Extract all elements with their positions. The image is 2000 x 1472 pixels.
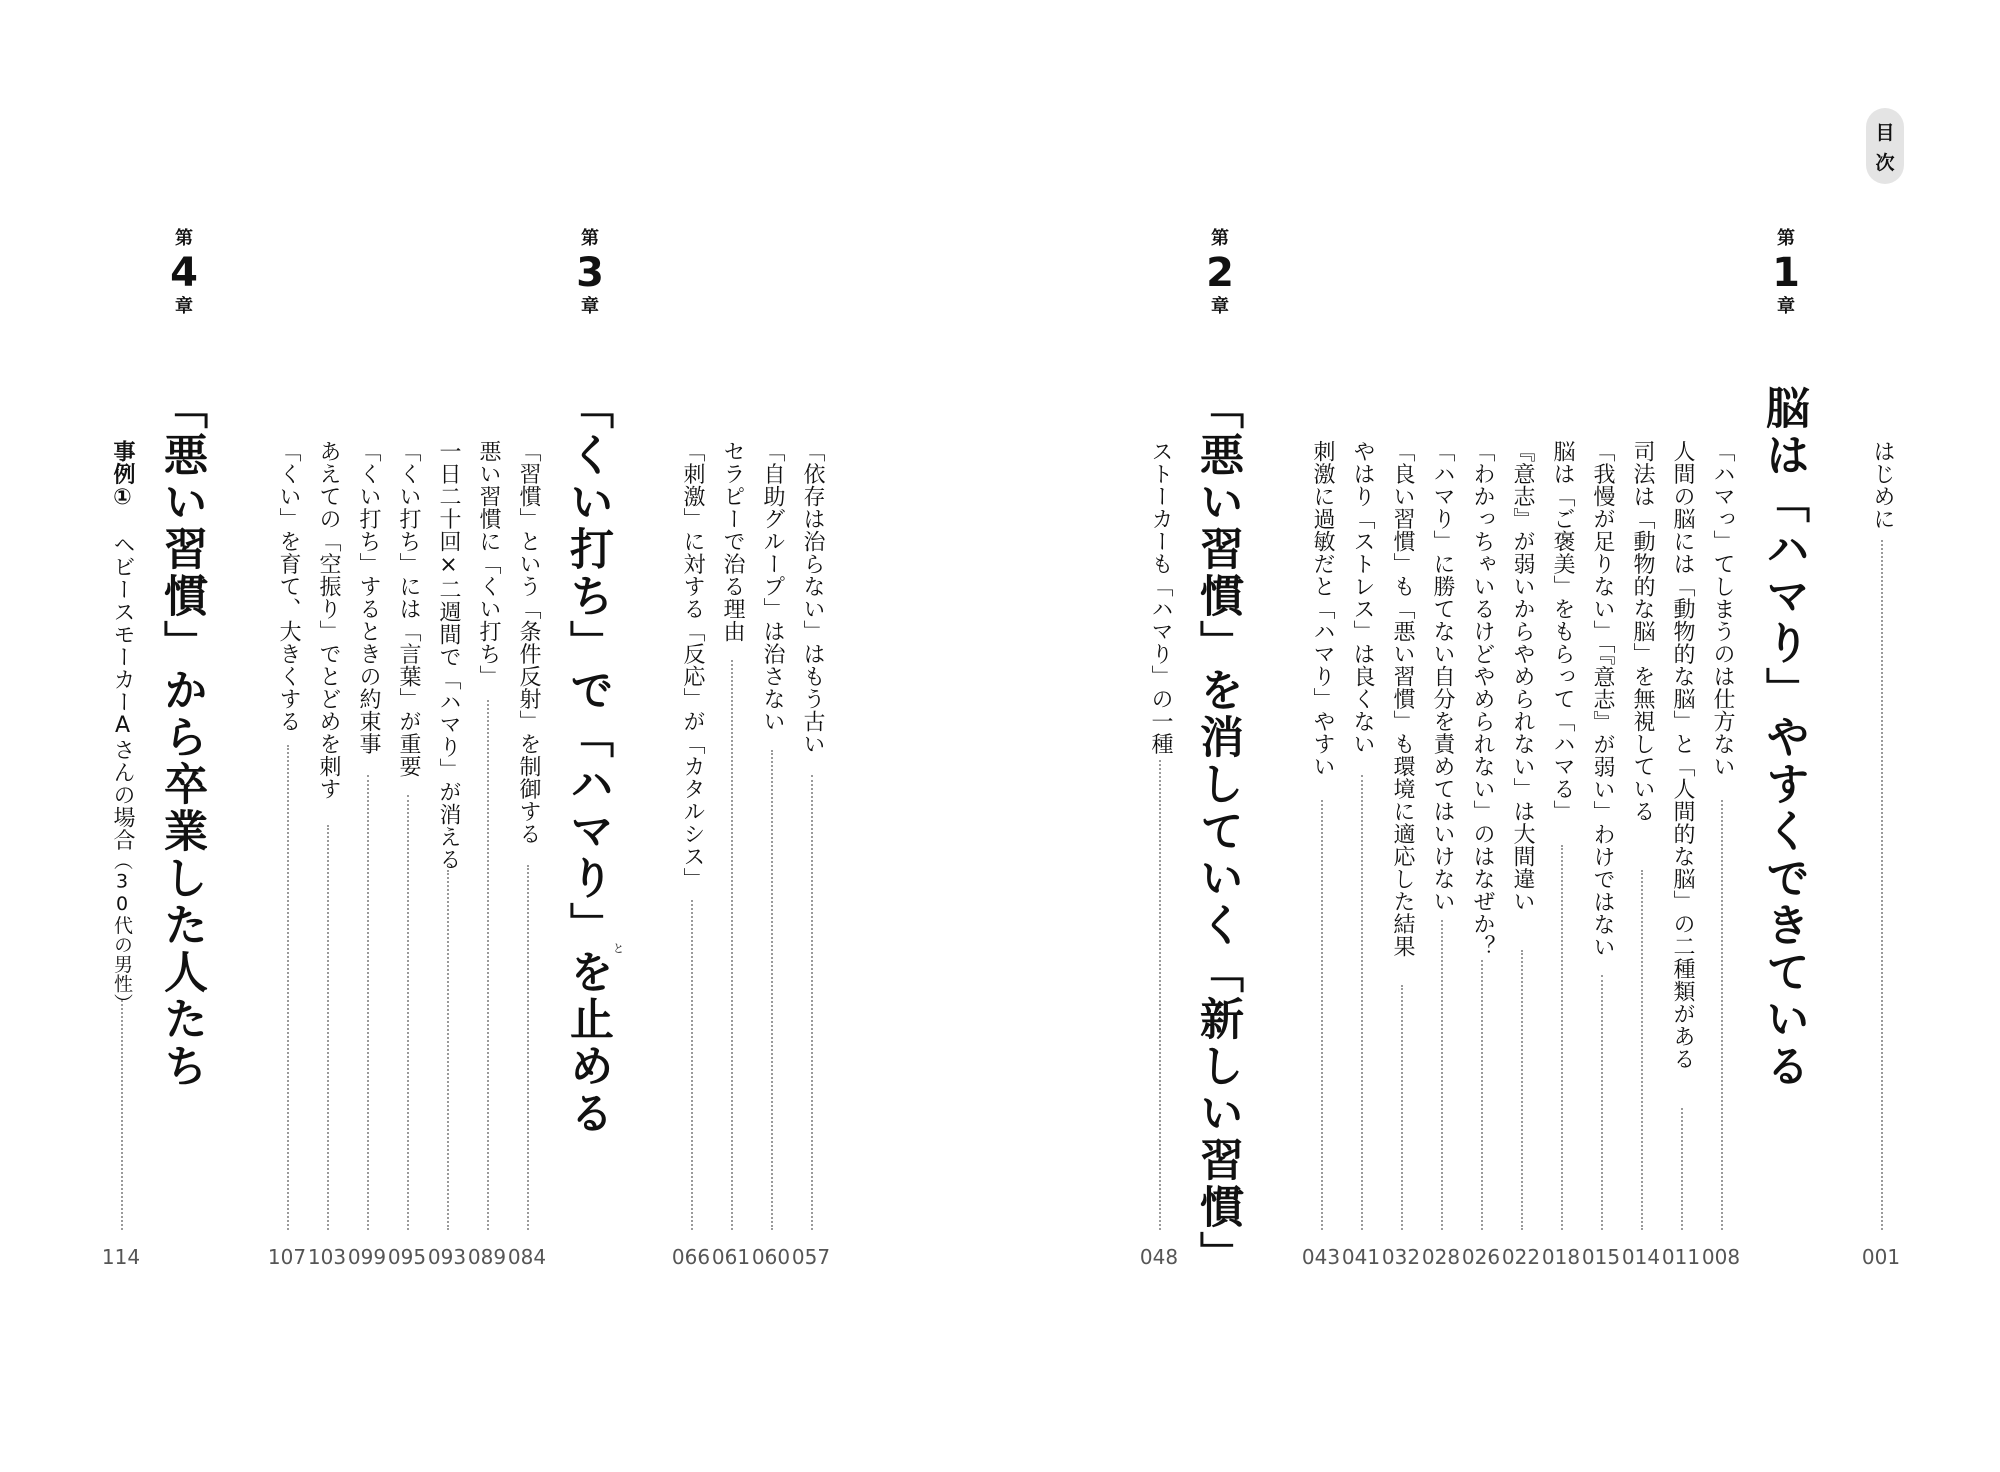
chapter-number: 4 bbox=[170, 250, 198, 296]
chapter-3-entry-6[interactable]: 悪い習慣に「くい打ち」 bbox=[476, 440, 501, 688]
chapter-1-entry-11[interactable]: 刺激に過敏だと「ハマり」やすい bbox=[1310, 440, 1335, 778]
chapter-label-top: 第 bbox=[1777, 228, 1795, 249]
intro-entry[interactable]: はじめに bbox=[1870, 440, 1895, 530]
page-number: 022 bbox=[1501, 1245, 1541, 1269]
chapter-4-entry-1[interactable] bbox=[110, 440, 134, 1013]
chapter-3-entry-4[interactable]: 「刺激」に対する「反応」が「カタルシス」 bbox=[680, 440, 705, 890]
leader bbox=[447, 870, 449, 1230]
page-number: 066 bbox=[671, 1245, 711, 1269]
chapter-1-entry-8[interactable]: 「ハマり」に勝てない自分を責めてはいけない bbox=[1430, 440, 1455, 913]
case-subtitle: （30代の男性） bbox=[111, 851, 133, 1013]
chapter-2-label bbox=[1200, 228, 1240, 318]
chapter-label-top: 第 bbox=[581, 228, 599, 249]
chapter-1-entry-10[interactable]: やはり「ストレス」は良くない bbox=[1350, 440, 1375, 755]
chapter-3-entry-5[interactable]: 「習慣」という「条件反射」を制御する bbox=[516, 440, 541, 845]
leader bbox=[731, 660, 733, 1230]
leader bbox=[811, 775, 813, 1230]
toc-tab bbox=[1866, 108, 1904, 184]
page-number: 032 bbox=[1381, 1245, 1421, 1269]
page-number: 107 bbox=[267, 1245, 307, 1269]
leader bbox=[771, 750, 773, 1230]
page-number: 028 bbox=[1421, 1245, 1461, 1269]
leader bbox=[1361, 775, 1363, 1230]
chapter-1-entry-6[interactable]: 『意志』が弱いからやめられない」は大間違い bbox=[1510, 440, 1535, 913]
chapter-1-label bbox=[1766, 228, 1806, 318]
chapter-1-entry-7[interactable]: 「わかっちゃいるけどやめられない」のはなぜか？ bbox=[1470, 440, 1495, 958]
page-number: 103 bbox=[307, 1245, 347, 1269]
page-number: 014 bbox=[1621, 1245, 1661, 1269]
chapter-2-title[interactable]: 「悪い習慣」を消していく「新しい習慣」 bbox=[1192, 385, 1243, 1278]
chapter-3-entry-9[interactable]: 「くい打ち」するときの約束事 bbox=[356, 440, 381, 755]
intro-page: 001 bbox=[1861, 1245, 1901, 1269]
chapter-1-entry-9[interactable]: 「良い習慣」も「悪い習慣」も環境に適応した結果 bbox=[1390, 440, 1415, 958]
intro-leader bbox=[1881, 540, 1883, 1230]
leader bbox=[1401, 985, 1403, 1230]
page-number: 041 bbox=[1341, 1245, 1381, 1269]
leader bbox=[1441, 920, 1443, 1230]
case-title: ヘビースモーカーAさんの場合 bbox=[110, 533, 135, 851]
chapter-3-entry-1[interactable]: 「依存は治らない」はもう古い bbox=[800, 440, 825, 755]
case-label: 事例① bbox=[110, 440, 135, 511]
page-number: 084 bbox=[507, 1245, 547, 1269]
page-number: 043 bbox=[1301, 1245, 1341, 1269]
chapter-3-label bbox=[570, 228, 610, 318]
chapter-3-entry-8[interactable]: 「くい打ち」には「言葉」が重要 bbox=[396, 440, 421, 778]
leader bbox=[1721, 800, 1723, 1230]
page-number: 060 bbox=[751, 1245, 791, 1269]
chapter-1-entry-4[interactable]: 「我慢が足りない」「『意志』が弱い」わけではない bbox=[1590, 440, 1615, 958]
page-number: 015 bbox=[1581, 1245, 1621, 1269]
chapter-1-title[interactable]: 脳は「ハマり」やすくできている bbox=[1758, 385, 1809, 1090]
page-number: 048 bbox=[1139, 1245, 1179, 1269]
leader bbox=[1641, 870, 1643, 1230]
chapter-3-entry-7[interactable]: 一日二十回×二週間で「ハマり」が消える bbox=[436, 440, 461, 871]
page-number: 089 bbox=[467, 1245, 507, 1269]
leader bbox=[1481, 960, 1483, 1230]
case-spacer bbox=[110, 511, 135, 534]
chapter-number: 2 bbox=[1206, 250, 1234, 296]
chapter-1-entry-1[interactable]: 「ハマっ」てしまうのは仕方ない bbox=[1710, 440, 1735, 778]
chapter-3-entry-3[interactable]: セラピーで治る理由 bbox=[720, 440, 745, 643]
chapter-label-top: 第 bbox=[175, 228, 193, 249]
chapter-label-bottom: 章 bbox=[1777, 296, 1795, 317]
leader bbox=[691, 900, 693, 1230]
leader bbox=[487, 700, 489, 1230]
chapter-3-entry-2[interactable]: 「自助グループ」は治さない bbox=[760, 440, 785, 733]
page-number: 061 bbox=[711, 1245, 751, 1269]
chapter-number: 3 bbox=[576, 250, 604, 296]
leader bbox=[1601, 975, 1603, 1230]
chapter-label-bottom: 章 bbox=[581, 296, 599, 317]
leader bbox=[121, 1000, 123, 1230]
chapter-1-entry-5[interactable]: 脳は「ご褒美」をもらって「ハマる」 bbox=[1550, 440, 1575, 823]
chapter-1-entry-2[interactable]: 人間の脳には「動物的な脳」と「人間的な脳」の二種類がある bbox=[1670, 440, 1695, 1070]
chapter-3-title[interactable]: 「くい打ち」で「ハマり」を止める bbox=[562, 385, 613, 1137]
chapter-4-label bbox=[164, 228, 204, 318]
toc-tab-char-2: 次 bbox=[1875, 152, 1895, 174]
page-number: 011 bbox=[1661, 1245, 1701, 1269]
leader bbox=[1561, 845, 1563, 1230]
page-number: 057 bbox=[791, 1245, 831, 1269]
leader bbox=[327, 825, 329, 1230]
leader bbox=[1521, 950, 1523, 1230]
leader bbox=[1681, 1108, 1683, 1230]
chapter-1-entry-3[interactable]: 司法は「動物的な脳」を無視している bbox=[1630, 440, 1655, 823]
page-number: 093 bbox=[427, 1245, 467, 1269]
leader bbox=[1159, 760, 1161, 1230]
page-number: 026 bbox=[1461, 1245, 1501, 1269]
chapter-label-bottom: 章 bbox=[175, 296, 193, 317]
leader bbox=[287, 745, 289, 1230]
chapter-4-title[interactable]: 「悪い習慣」から卒業した人たち bbox=[156, 385, 207, 1090]
chapter-3-entry-11[interactable]: 「くい」を育て、大きくする bbox=[276, 440, 301, 733]
chapter-3-title-ruby: と bbox=[613, 942, 624, 955]
leader bbox=[1321, 800, 1323, 1230]
chapter-2-entry-1[interactable]: ストーカーも「ハマり」の一種 bbox=[1148, 440, 1173, 755]
page-number: 114 bbox=[101, 1245, 141, 1269]
page-number: 018 bbox=[1541, 1245, 1581, 1269]
leader bbox=[407, 795, 409, 1230]
page-number: 008 bbox=[1701, 1245, 1741, 1269]
chapter-3-entry-10[interactable]: あえての「空振り」でとどめを刺す bbox=[316, 440, 341, 800]
chapter-label-bottom: 章 bbox=[1211, 296, 1229, 317]
toc-tab-char-1: 目 bbox=[1875, 122, 1895, 144]
chapter-label-top: 第 bbox=[1211, 228, 1229, 249]
leader bbox=[527, 865, 529, 1230]
chapter-number: 1 bbox=[1772, 250, 1800, 296]
page-number: 095 bbox=[387, 1245, 427, 1269]
leader bbox=[367, 775, 369, 1230]
page-number: 099 bbox=[347, 1245, 387, 1269]
